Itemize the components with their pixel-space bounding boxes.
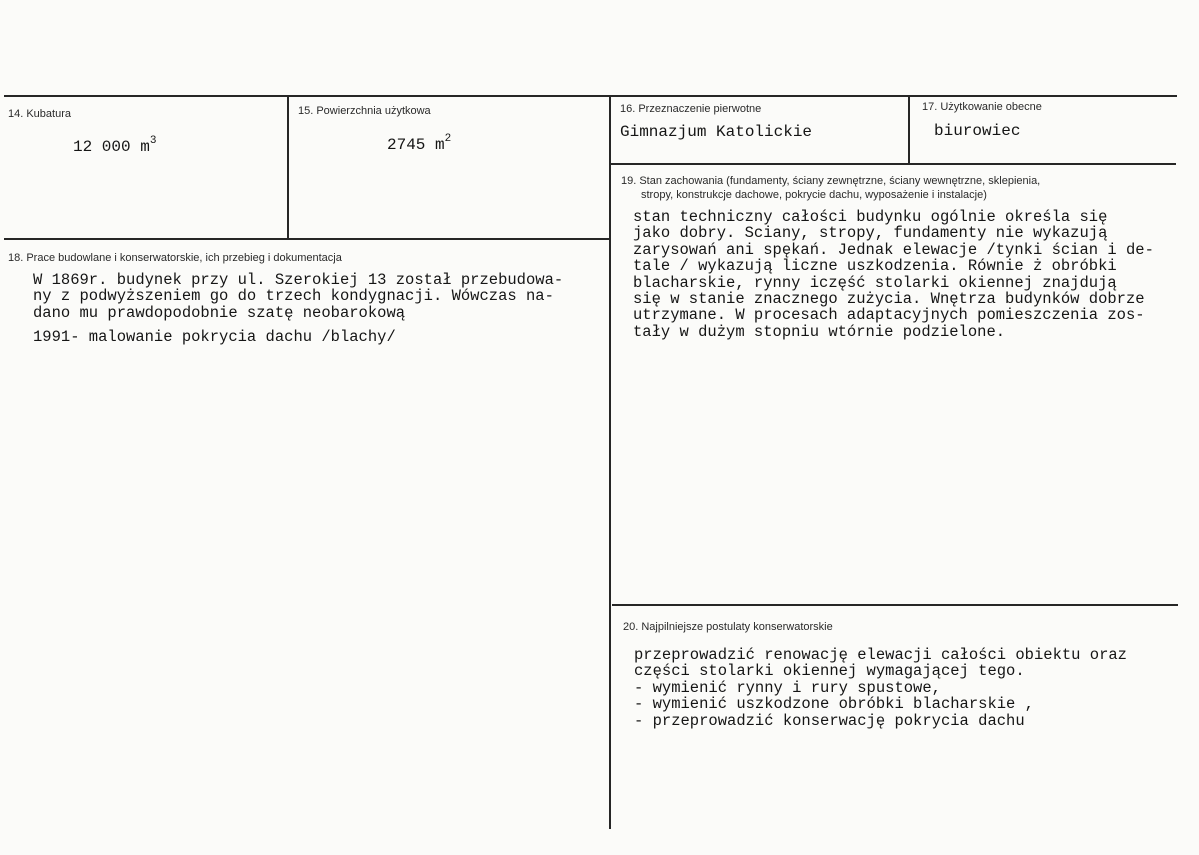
stan-label-line2: stropy, konstrukcje dachowe, pokrycie dachu, wyposażenie i instalacje) [641, 189, 987, 201]
postulaty-line: - wymienić uszkodzone obróbki blacharskie , [634, 695, 1034, 714]
top-rule [4, 95, 1177, 97]
prace-line: dano mu prawdopodobnie szatę neobarokową [33, 303, 406, 322]
kubatura-value [73, 135, 156, 156]
uzytkowanie-value: biurowiec [934, 122, 1021, 140]
prace-line: W 1869r. budynek przy ul. Szerokiej 13 został przebudowa- [33, 271, 564, 289]
rule-below-14-15 [4, 238, 610, 240]
postulaty-line: - wymienić rynny i rury spustowe, [634, 678, 941, 697]
postulaty-line: części stolarki okiennej wymagającej tego. [634, 662, 1025, 681]
kubatura-exponent: 3 [149, 135, 157, 147]
przeznaczenie-value: Gimnazjum Katolickie [620, 123, 813, 141]
powierzchnia-number: 2745 m [387, 136, 445, 154]
powierzchnia-exponent: 2 [444, 133, 452, 145]
powierzchnia-value [387, 133, 451, 154]
prace-line: ny z podwyższeniem go do trzech kondygnacji. Wówczas na- [33, 287, 554, 306]
postulaty-line: - przeprowadzić konserwację pokrycia dachu [634, 711, 1025, 730]
stan-line: się w stanie znacznego zużycia. Wnętrza budynków dobrze [633, 289, 1145, 308]
main-divider [609, 96, 611, 829]
uzytkowanie-label: 17. Użytkowanie obecne [922, 101, 1042, 113]
kubatura-label: 14. Kubatura [8, 108, 71, 120]
postulaty-text [634, 647, 1127, 729]
prace-text [33, 272, 563, 321]
stan-line: tale / wykazują liczne uszkodzenia. Równie ż obróbki [633, 257, 1117, 276]
postulaty-label: 20. Najpilniejsze postulaty konserwatorskie [623, 621, 833, 633]
stan-label-line1: 19. Stan zachowania (fundamenty, ściany zewnętrzne, ściany wewnętrzne, sklepienia, [621, 175, 1041, 187]
rule-above-20 [612, 604, 1178, 606]
powierzchnia-label: 15. Powierzchnia użytkowa [298, 105, 431, 117]
stan-line: jako dobry. Sciany, stropy, fundamenty nie wykazują [633, 224, 1108, 243]
stan-text [633, 209, 1154, 340]
postulaty-line: przeprowadzić renowację elewacji całości obiektu oraz [634, 646, 1127, 664]
kubatura-number: 12 000 m [73, 138, 150, 156]
divider-16-17 [908, 96, 910, 164]
stan-line: blacharskie, rynny iczęść stolarki okiennej znajdują [633, 273, 1117, 292]
stan-line: tały w dużym stopniu wtórnie podzielone. [633, 322, 1006, 341]
divider-14-15 [287, 96, 289, 239]
prace-note: 1991- malowanie pokrycia dachu /blachy/ [33, 328, 396, 346]
stan-line: stan techniczny całości budynku ogólnie określa się [633, 208, 1108, 226]
przeznaczenie-label: 16. Przeznaczenie pierwotne [620, 103, 762, 115]
prace-label: 18. Prace budowlane i konserwatorskie, ich przebieg i dokumentacja [8, 252, 342, 264]
stan-line: utrzymane. W procesach adaptacyjnych pomieszczenia zos- [633, 306, 1145, 325]
stan-line: zarysowań ani spękań. Jednak elewacje /tynki ścian i de- [633, 240, 1154, 259]
rule-below-16-17 [610, 163, 1176, 165]
